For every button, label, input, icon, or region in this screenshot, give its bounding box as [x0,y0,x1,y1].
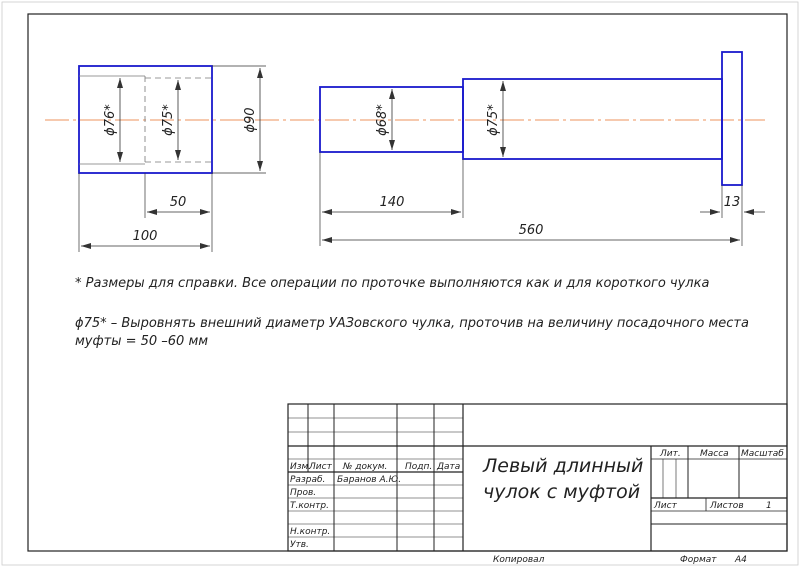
tb-scale: Масштаб [741,449,784,459]
note-reference: * Размеры для справки. Все операции по проточке выполняются как и для короткого чулка [75,276,710,291]
tb-format-label: Формат [680,555,717,565]
tb-sheets-count: 1 [766,501,772,511]
dim-d75-left-label: ϕ75* [161,104,176,136]
dim-560-label: 560 [518,223,544,238]
dim-100-label: 100 [132,229,158,244]
sleeve-outline [79,66,212,173]
tb-lit: Лит. [660,449,681,459]
dim-d76-label: ϕ76* [103,104,118,136]
shaft-step-d68 [320,87,463,152]
tb-header-doc: № докум. [343,462,388,472]
tb-header-sign: Подп. [405,462,433,472]
tb-developer-role: Разраб. [290,475,326,485]
tb-header-date: Дата [437,462,461,472]
dim-13-label: 13 [723,195,741,210]
shaft-flange [722,52,742,185]
tb-developer-name: Баранов А.Ю. [337,475,402,485]
tb-mass: Масса [700,449,729,459]
note-d75-line1: ϕ75* – Выровнять внешний диаметр УАЗовского чулка, проточив на величину посадочного места [75,316,749,331]
tb-copied: Копировал [493,555,545,565]
sleeve-part [79,66,212,173]
tb-tech-control: Т.контр. [290,501,330,511]
dim-140-label: 140 [379,195,405,210]
dim-d90-label: ϕ90 [243,107,258,133]
tb-norm-control: Н.контр. [290,527,331,537]
tb-approved: Утв. [290,540,309,550]
dim-d75-right-label: ϕ75* [486,104,501,136]
tb-format-value: А4 [735,555,747,565]
note-d75-line2: муфты = 50 –60 мм [75,334,209,349]
tb-title-line1: Левый длинный [483,455,644,477]
tb-sheets: Листов [710,501,744,511]
tb-checked: Пров. [290,488,317,498]
tb-header-list: Лист [309,462,332,472]
tb-header-izm: Изм. [290,462,312,472]
shaft-step-d75 [463,79,722,159]
dim-50-label: 50 [169,195,187,210]
dim-d68-label: ϕ68* [375,104,390,136]
tb-title-line2: чулок с муфтой [483,481,641,503]
tb-sheet: Лист [654,501,677,511]
